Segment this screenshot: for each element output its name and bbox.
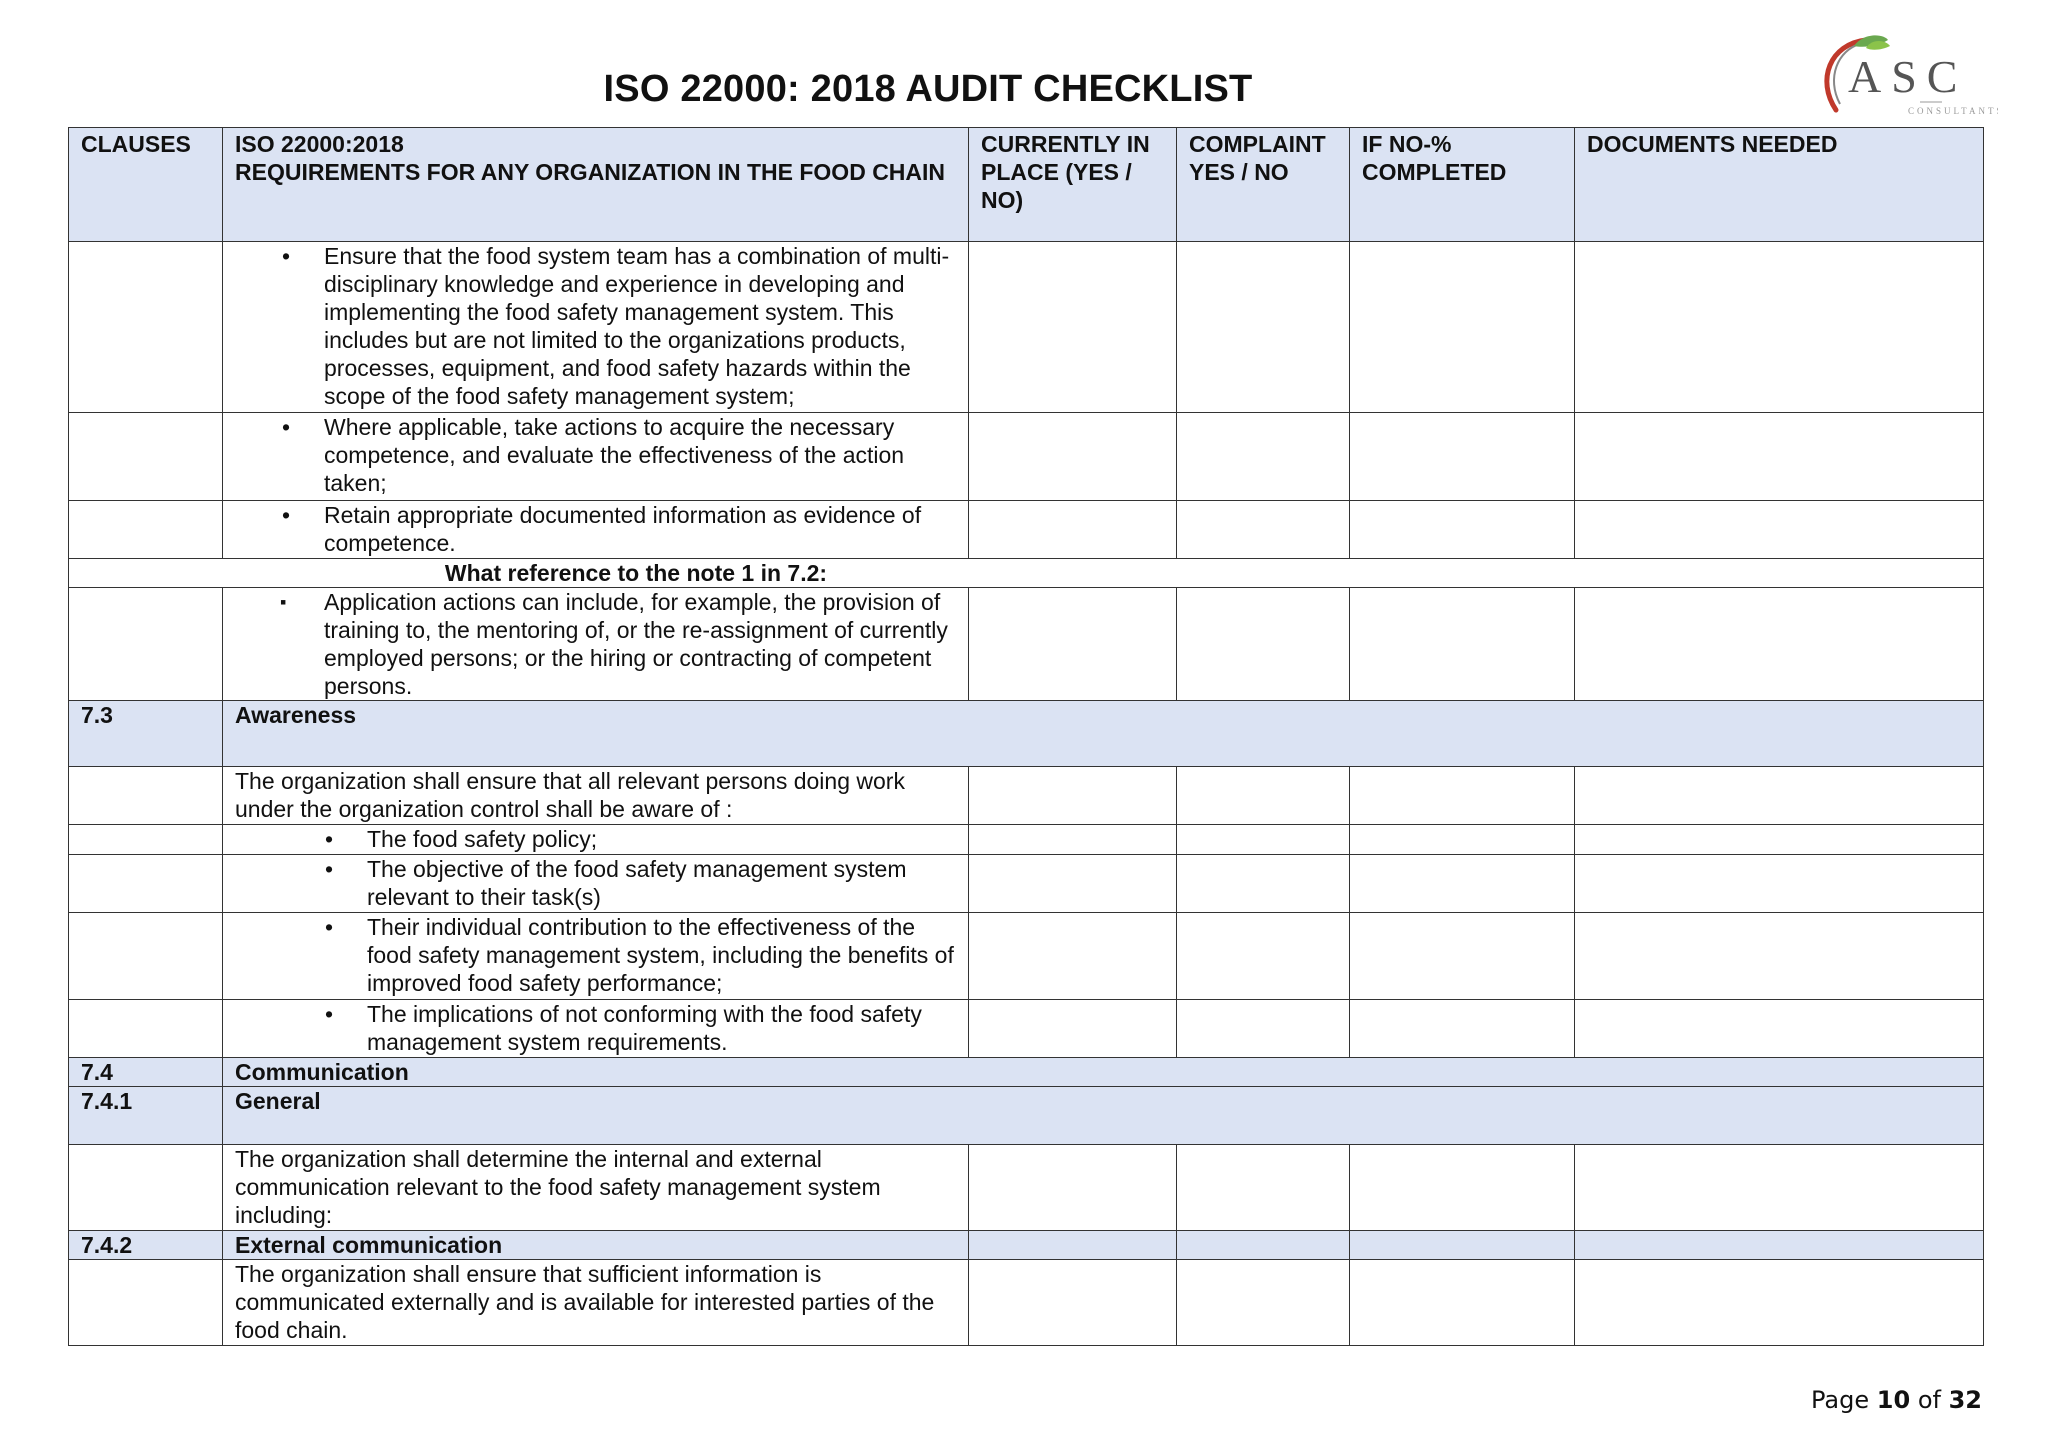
page-title: ISO 22000: 2018 AUDIT CHECKLIST (603, 68, 1253, 110)
if-no-completed-cell[interactable] (1350, 501, 1575, 559)
list-item: • The food safety policy; (367, 825, 956, 853)
clause-cell (69, 413, 223, 501)
if-no-completed-cell[interactable] (1350, 855, 1575, 913)
table-row (69, 767, 1984, 825)
requirements-header-line2: REQUIREMENTS FOR ANY ORGANIZATION IN THE FOOD CHAIN (235, 159, 946, 185)
documents-needed-cell[interactable] (1575, 501, 1984, 559)
currently-in-place-cell[interactable] (969, 588, 1177, 701)
currently-in-place-cell[interactable] (969, 913, 1177, 1000)
clause-cell (69, 767, 223, 825)
section-row-7-4 (69, 1058, 1984, 1087)
list-item: • Ensure that the food system team has a combination of multi-disciplinary knowledge and experience in developing and implementing the food safety management system. This includes but are not limited to the organizations products, processes, equipment, and food safety hazards within the scope of the food safety management system; (324, 242, 956, 410)
requirement-cell: The organization shall determine the internal and external communication relevant to the food safety management system including: (223, 1145, 969, 1231)
company-logo (1808, 30, 1998, 126)
complaint-cell[interactable] (1177, 913, 1350, 1000)
logo-brand-text: ASC (1848, 51, 1968, 102)
col-header-if-no: IF NO-% COMPLETED (1350, 128, 1575, 242)
clause-cell (69, 1145, 223, 1231)
if-no-completed-cell[interactable] (1350, 767, 1575, 825)
requirement-cell (223, 825, 969, 855)
complaint-cell[interactable] (1177, 1260, 1350, 1346)
note-heading: What reference to the note 1 in 7.2: (69, 559, 1984, 588)
requirement-cell (223, 242, 969, 413)
currently-in-place-cell[interactable] (969, 1145, 1177, 1231)
clause-number: 7.4 (69, 1058, 223, 1087)
clause-cell (69, 242, 223, 413)
requirement-cell (223, 913, 969, 1000)
documents-needed-cell[interactable] (1575, 1145, 1984, 1231)
currently-in-place-cell[interactable] (969, 1231, 1177, 1260)
table-row (69, 1260, 1984, 1346)
clause-cell (69, 913, 223, 1000)
currently-in-place-cell[interactable] (969, 767, 1177, 825)
page-total: 32 (1948, 1386, 1982, 1414)
page-label: Page (1811, 1386, 1870, 1414)
complaint-cell[interactable] (1177, 242, 1350, 413)
clause-cell (69, 1000, 223, 1058)
col-header-requirements (223, 128, 969, 242)
section-title: Awareness (223, 701, 1984, 767)
currently-in-place-cell[interactable] (969, 501, 1177, 559)
if-no-completed-cell[interactable] (1350, 1145, 1575, 1231)
clause-number: 7.4.2 (69, 1231, 223, 1260)
requirement-cell (223, 501, 969, 559)
documents-needed-cell[interactable] (1575, 825, 1984, 855)
documents-needed-cell[interactable] (1575, 413, 1984, 501)
documents-needed-cell[interactable] (1575, 855, 1984, 913)
col-header-documents: DOCUMENTS NEEDED (1575, 128, 1984, 242)
requirement-cell: The organization shall ensure that sufficient information is communicated externally and is available for interested parties of the food chain. (223, 1260, 969, 1346)
requirement-cell (223, 588, 969, 701)
col-header-complaint: COMPLAINT YES / NO (1177, 128, 1350, 242)
table-row (69, 588, 1984, 701)
table-row (69, 825, 1984, 855)
documents-needed-cell[interactable] (1575, 1000, 1984, 1058)
documents-needed-cell[interactable] (1575, 1231, 1984, 1260)
if-no-completed-cell[interactable] (1350, 413, 1575, 501)
requirements-header-line1: ISO 22000:2018 (235, 131, 404, 157)
requirement-cell: The organization shall ensure that all relevant persons doing work under the organization control shall be aware of : (223, 767, 969, 825)
if-no-completed-cell[interactable] (1350, 913, 1575, 1000)
table-row (69, 855, 1984, 913)
if-no-completed-cell[interactable] (1350, 588, 1575, 701)
col-header-clauses: CLAUSES (69, 128, 223, 242)
clause-cell (69, 855, 223, 913)
if-no-completed-cell[interactable] (1350, 825, 1575, 855)
clause-cell (69, 1260, 223, 1346)
table-row (69, 1145, 1984, 1231)
clause-cell (69, 588, 223, 701)
if-no-completed-cell[interactable] (1350, 1231, 1575, 1260)
logo-tagline-text: CONSULTANTS (1908, 106, 1998, 116)
requirement-cell (223, 1000, 969, 1058)
clause-cell (69, 825, 223, 855)
section-row-7-4-2 (69, 1231, 1984, 1260)
list-item: ▪ Application actions can include, for example, the provision of training to, the mentoring of, or the re-assignment of currently employed persons; or the hiring or contracting of competent persons. (324, 588, 956, 700)
currently-in-place-cell[interactable] (969, 1000, 1177, 1058)
table-row (69, 242, 1984, 413)
section-title: General (223, 1087, 1984, 1145)
documents-needed-cell[interactable] (1575, 767, 1984, 825)
complaint-cell[interactable] (1177, 1000, 1350, 1058)
of-label: of (1917, 1386, 1941, 1414)
documents-needed-cell[interactable] (1575, 913, 1984, 1000)
currently-in-place-cell[interactable] (969, 825, 1177, 855)
audit-checklist-table (68, 127, 1984, 1346)
table-row (69, 1000, 1984, 1058)
requirement-cell (223, 413, 969, 501)
table-row (69, 501, 1984, 559)
if-no-completed-cell[interactable] (1350, 242, 1575, 413)
complaint-cell[interactable] (1177, 767, 1350, 825)
currently-in-place-cell[interactable] (969, 855, 1177, 913)
clause-cell (69, 501, 223, 559)
section-title: External communication (223, 1231, 969, 1260)
list-item: • Where applicable, take actions to acquire the necessary competence, and evaluate the effectiveness of the action taken; (324, 413, 956, 497)
documents-needed-cell[interactable] (1575, 1260, 1984, 1346)
asc-logo-icon (1808, 30, 1998, 126)
complaint-cell[interactable] (1177, 1231, 1350, 1260)
clause-number: 7.3 (69, 701, 223, 767)
complaint-cell[interactable] (1177, 855, 1350, 913)
col-header-currently-in-place: CURRENTLY IN PLACE (YES / NO) (969, 128, 1177, 242)
section-title: Communication (223, 1058, 1984, 1087)
currently-in-place-cell[interactable] (969, 242, 1177, 413)
table-row (69, 413, 1984, 501)
currently-in-place-cell[interactable] (969, 1260, 1177, 1346)
documents-needed-cell[interactable] (1575, 588, 1984, 701)
list-item: • Their individual contribution to the effectiveness of the food safety management system, including the benefits of improved food safety performance; (367, 913, 956, 997)
section-row-7-3 (69, 701, 1984, 767)
complaint-cell[interactable] (1177, 501, 1350, 559)
currently-in-place-cell[interactable] (969, 413, 1177, 501)
clause-number: 7.4.1 (69, 1087, 223, 1145)
page-current: 10 (1876, 1386, 1911, 1414)
complaint-cell[interactable] (1177, 413, 1350, 501)
list-item: • Retain appropriate documented information as evidence of competence. (324, 501, 956, 557)
table-row (69, 913, 1984, 1000)
complaint-cell[interactable] (1177, 588, 1350, 701)
list-item: • The implications of not conforming with the food safety management system requirements. (367, 1000, 956, 1056)
note-heading-row (69, 559, 1984, 588)
complaint-cell[interactable] (1177, 1145, 1350, 1231)
if-no-completed-cell[interactable] (1350, 1260, 1575, 1346)
requirement-cell (223, 855, 969, 913)
page-number (1811, 1386, 1982, 1414)
table-header-row (69, 128, 1984, 242)
documents-needed-cell[interactable] (1575, 242, 1984, 413)
complaint-cell[interactable] (1177, 825, 1350, 855)
list-item: • The objective of the food safety management system relevant to their task(s) (367, 855, 956, 911)
if-no-completed-cell[interactable] (1350, 1000, 1575, 1058)
section-row-7-4-1 (69, 1087, 1984, 1145)
